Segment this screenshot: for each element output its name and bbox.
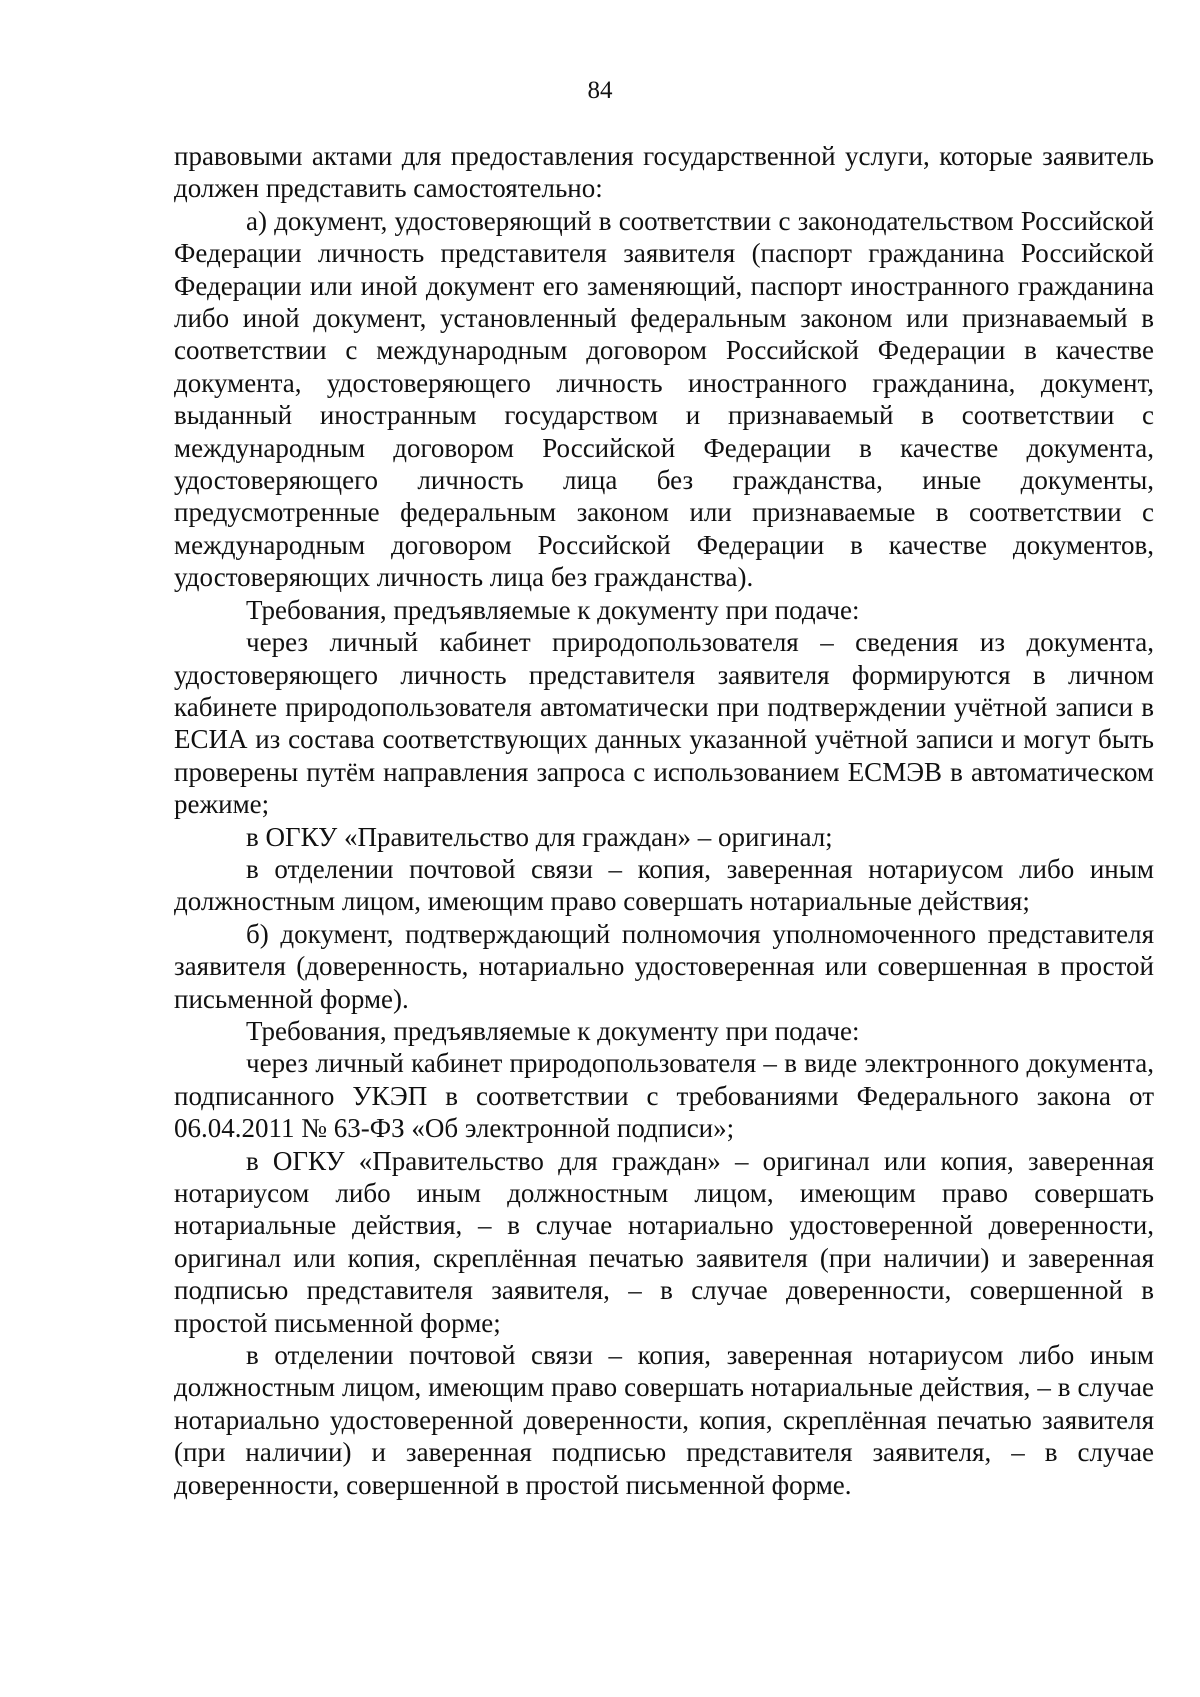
paragraph: б) документ, подтверждающий полномочия уполномоченного представителя заявителя (доверенность, нотариально удостоверенная или совершенная в простой письменной форме). xyxy=(174,918,1154,1014)
document-body xyxy=(174,140,1154,1501)
paragraph: в отделении почтовой связи – копия, заверенная нотариусом либо иным должностным лицом, имеющим право совершать нотариальные действия; xyxy=(174,853,1154,917)
paragraph: в отделении почтовой связи – копия, заверенная нотариусом либо иным должностным лицом, имеющим право совершать нотариальные действия, – в случае нотариально удостоверенной доверенности, копия, скреплённая печатью заявителя (при наличии) и заверенная подписью представителя заявителя, – в случае доверенности, совершенной в простой письменной форме. xyxy=(174,1340,1154,1500)
paragraph: в ОГКУ «Правительство для граждан» – оригинал; xyxy=(246,821,833,852)
paragraph: через личный кабинет природопользователя – в виде электронного документа, подписанного УКЭП в соответствии с требованиями Федерального закона от 06.04.2011 № 63-ФЗ «Об электронной подписи»; xyxy=(174,1048,1154,1144)
paragraph: через личный кабинет природопользователя – сведения из документа, удостоверяющего личность представителя заявителя формируются в личном кабинете природопользователя автоматически при подтверждении учётной записи в ЕСИА из состава соответствующих данных указанной учётной записи и могут быть проверены путём направления запроса с использованием ЕСМЭВ в автоматическом режиме; xyxy=(174,627,1154,820)
paragraph: в ОГКУ «Правительство для граждан» – оригинал или копия, заверенная нотариусом либо иным должностным лицом, имеющим право совершать нотариальные действия, – в случае нотариально удостоверенной доверенности, оригинал или копия, скреплённая печатью заявителя (при наличии) и заверенная подписью представителя заявителя, – в случае доверенности, совершенной в простой письменной форме; xyxy=(174,1145,1154,1338)
paragraph: Требования, предъявляемые к документу при подаче: xyxy=(246,1015,860,1046)
paragraph: правовыми актами для предоставления государственной услуги, которые заявитель должен представить самостоятельно: xyxy=(174,141,1154,204)
page-number: 84 xyxy=(587,77,613,104)
paragraph: а) документ, удостоверяющий в соответствии с законодательством Российской Федерации личность представителя заявителя (паспорт гражданина Российской Федерации или иной документ его заменяющий, паспорт иностранного гражданина либо иной документ, установленный федеральным законом или признаваемый в соответствии с международным договором Российской Федерации в качестве документа, удостоверяющего личность иностранного гражданина, документ, выданный иностранным государством и признаваемый в соответствии с международным договором Российской Федерации в качестве документа, удостоверяющего личность лица без гражданства, иные документы, предусмотренные федеральным законом или признаваемые в соответствии с международным договором Российской Федерации в качестве документов, удостоверяющих личность лица без гражданства). xyxy=(174,205,1154,593)
paragraph: Требования, предъявляемые к документу при подаче: xyxy=(246,594,860,625)
